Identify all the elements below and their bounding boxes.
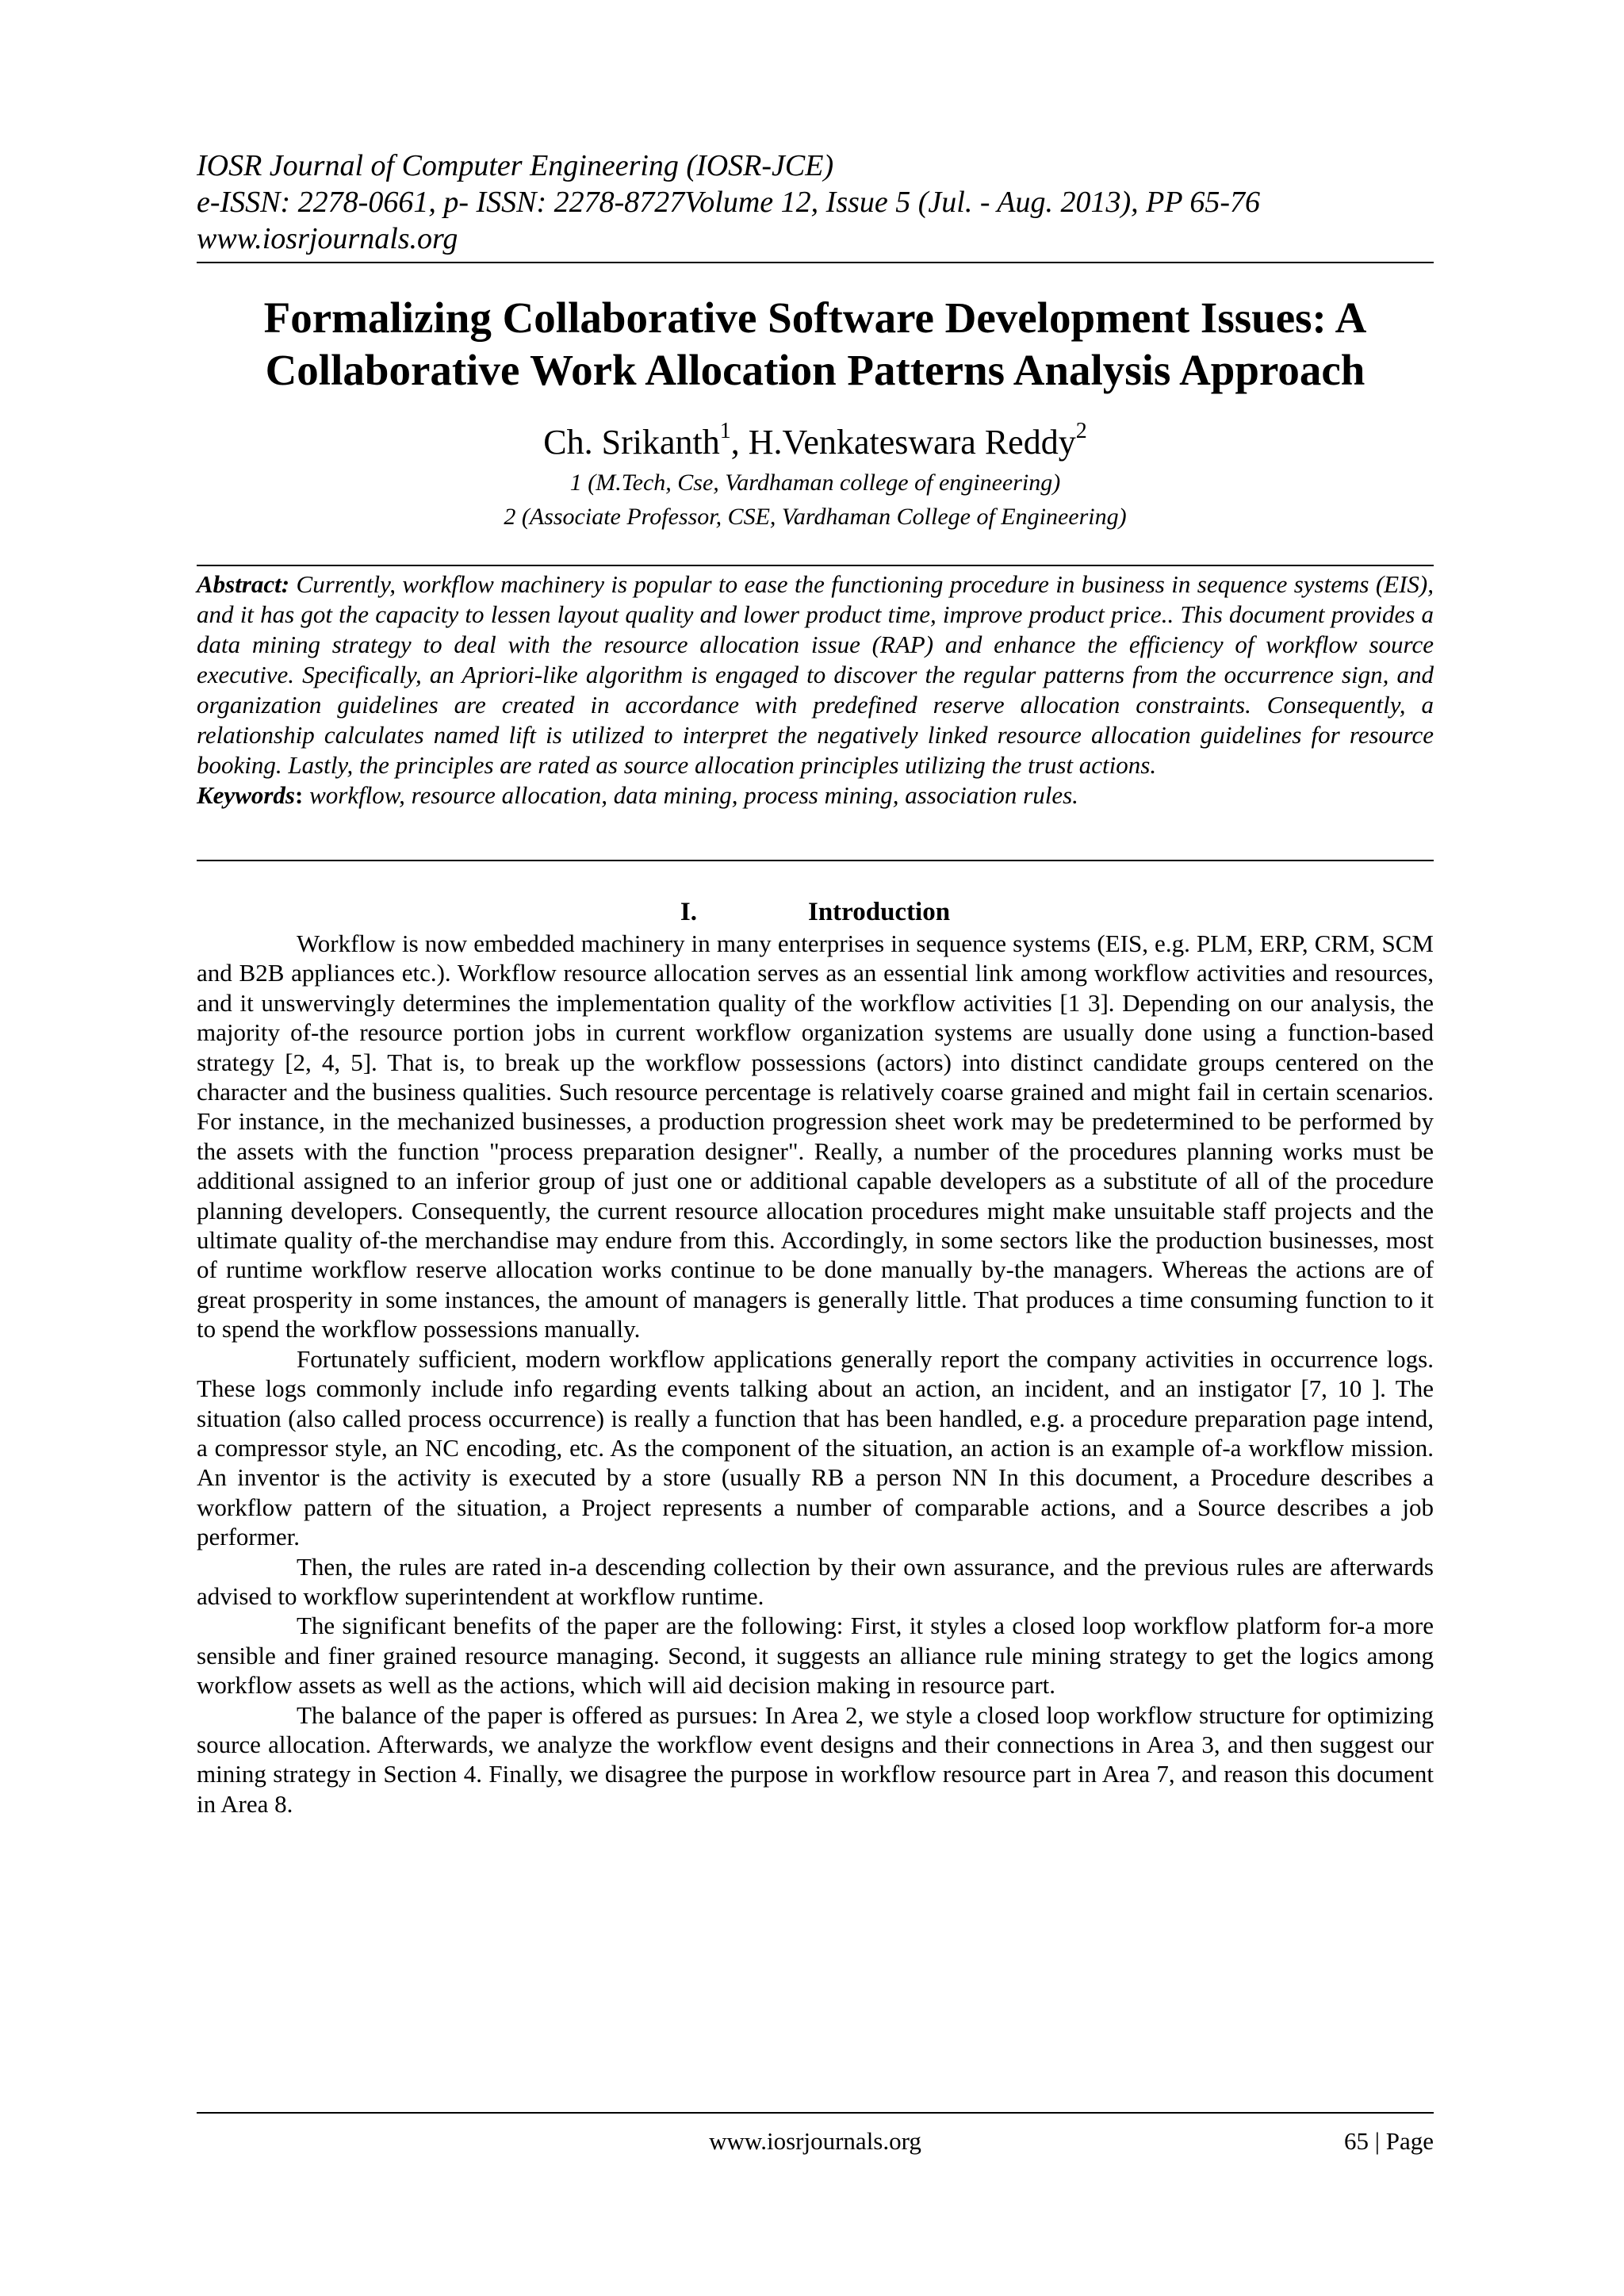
- keywords-label: Keywords: [197, 781, 295, 809]
- author-1-affil-mark: 1: [719, 419, 731, 443]
- journal-header: [197, 148, 1434, 257]
- abstract-label: Abstract:: [197, 570, 290, 598]
- keywords-line: [197, 780, 1434, 811]
- body-paragraph: Then, the rules are rated in-a descending collection by their own assurance, and the previous rules are afterwards advised to workflow superintendent at workflow runtime.: [197, 1552, 1434, 1610]
- keywords-text: workflow, resource allocation, data mining, process mining, association rules.: [303, 781, 1078, 809]
- journal-name: IOSR Journal of Computer Engineering (IOSR-JCE): [197, 149, 834, 182]
- abstract-top-divider: [197, 565, 1434, 566]
- abstract-bottom-divider: [197, 860, 1434, 861]
- title-line-1: Formalizing Collaborative Software Development Issues: A: [263, 293, 1367, 342]
- paper-title: [197, 292, 1434, 397]
- section-heading-introduction: [197, 895, 1434, 929]
- section-title: Introduction: [807, 898, 951, 926]
- section-number: I.: [680, 898, 697, 926]
- abstract-section: [197, 569, 1434, 811]
- body-paragraph: Workflow is now embedded machinery in many enterprises in sequence systems (EIS, e.g. PLM, ERP, CRM, SCM and B2B appliances etc.). Workflow resource allocation serves as an essential link among workflow activities and resources, and it unswervingly determines the implementation quality of the workflow activities [1 3]. Depending on our analysis, the majority of-the resource portion jobs in current workflow organization systems are usually done using a function-based strategy [2, 4, 5]. That is, to break up the workflow possessions (actors) into distinct candidate groups centered on the character and the business qualities. Such resource percentage is relatively coarse grained and might fail in certain scenarios. For instance, in the mechanized businesses, a production progression sheet work may be predetermined to be performed by the assets with the function "process preparation designer". Really, a number of the procedures planning works must be additional assigned to an inferior group of just one or additional capable developers as a substitute of all of the procedure planning developers. Consequently, the current resource allocation procedures might make unsuitable staff projects and the ultimate quality of-the merchandise may endure from this. Accordingly, in some sectors like the production businesses, most of runtime workflow reserve allocation works continue to be done manually by-the managers. Whereas the actions are of great prosperity in some instances, the amount of managers is generally little. That produces a time consuming function to it to spend the workflow possessions manually.: [197, 930, 1434, 1343]
- header-divider: [197, 262, 1434, 263]
- body-paragraph: The significant benefits of the paper are the following: First, it styles a closed loop workflow platform for-a more sensible and finer grained resource managing. Second, it suggests an alliance rule mining strategy to get the logics among workflow assets as well as the actions, which will aid decision making in resource part.: [197, 1612, 1434, 1700]
- author-1: Ch. Srikanth: [543, 423, 720, 462]
- introduction-body: [197, 929, 1434, 1819]
- author-separator: ,: [730, 423, 749, 462]
- journal-website[interactable]: www.iosrjournals.org: [197, 222, 458, 255]
- footer-divider: [197, 2112, 1434, 2114]
- footer-page-number: 65 | Page: [1344, 2127, 1434, 2155]
- affiliation-1: 1 (M.Tech, Cse, Vardhaman college of engineering): [569, 470, 1061, 496]
- title-line-2: Collaborative Work Allocation Patterns Analysis Approach: [265, 346, 1365, 394]
- affiliation-2: 2 (Associate Professor, CSE, Vardhaman College of Engineering): [504, 504, 1127, 530]
- abstract-paragraph: [197, 569, 1434, 780]
- keywords-colon: :: [295, 781, 304, 809]
- footer-website[interactable]: www.iosrjournals.org: [709, 2127, 921, 2155]
- body-paragraph: Fortunately sufficient, modern workflow applications generally report the company activities in occurrence logs. These logs commonly include info regarding events talking about an action, an incident, and an instigator [7, 10 ]. The situation (also called process occurrence) is really a function that has been handled, e.g. a procedure preparation page intend, a compressor style, an NC encoding, etc. As the component of the situation, an action is an example of-a workflow mission. An inventor is the activity is executed by a store (usually RB a person NN In this document, a Procedure describes a workflow pattern of the situation, a Project represents a number of comparable actions, and a Source describes a job performer.: [197, 1344, 1434, 1551]
- journal-issn: e-ISSN: 2278-0661, p- ISSN: 2278-8727Volume 12, Issue 5 (Jul. - Aug. 2013), PP 65-76: [197, 186, 1261, 219]
- author-list: [197, 420, 1434, 465]
- body-paragraph: The balance of the paper is offered as pursues: In Area 2, we style a closed loop workflow structure for optimizing source allocation. Afterwards, we analyze the workflow event designs and their connections in Area 3, and then suggest our mining strategy in Section 4. Finally, we disagree the purpose in workflow resource part in Area 7, and reason this document in Area 8.: [197, 1700, 1434, 1818]
- abstract-text: Currently, workflow machinery is popular to ease the functioning procedure in business in sequence systems (EIS), and it has got the capacity to lessen layout quality and lower product time, improve product price.. This document provides a data mining strategy to deal with the resource allocation issue (RAP) and enhance the efficiency of workflow source executive. Specifically, an Apriori-like algorithm is engaged to discover the regular patterns from the occurrence sign, and organization guidelines are created in accordance with predefined reserve allocation constraints. Consequently, a relationship calculates named lift is utilized to interpret the negatively linked resource allocation guidelines for resource booking. Lastly, the principles are rated as source allocation principles utilizing the trust actions.: [197, 570, 1434, 779]
- author-2: H.Venkateswara Reddy: [748, 423, 1076, 462]
- author-2-affil-mark: 2: [1075, 419, 1087, 443]
